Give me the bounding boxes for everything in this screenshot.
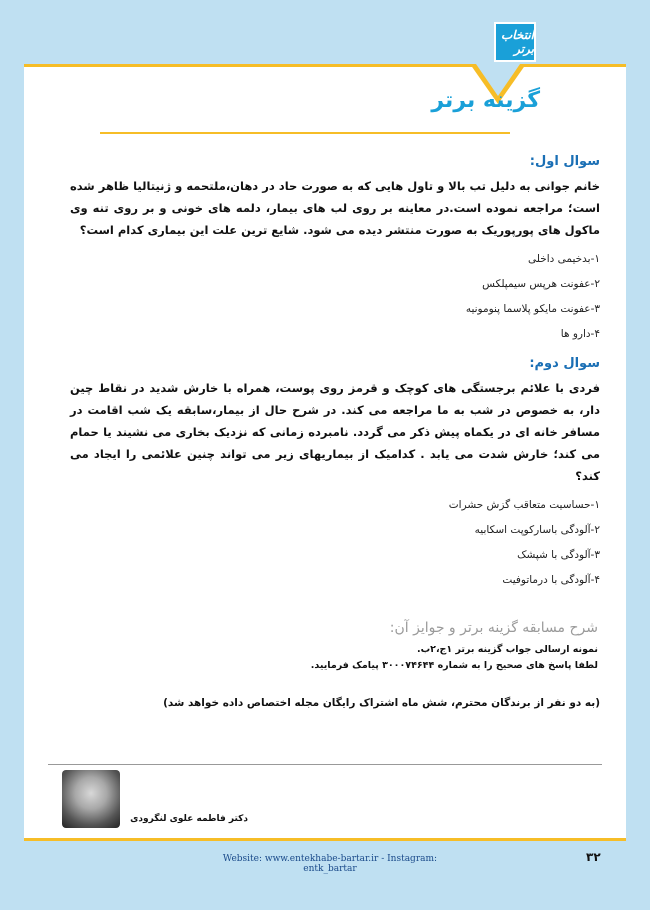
prize-sms-instruction: لطفا پاسخ های صحیح را به شماره ۳۰۰۰۷۴۶۴۴ پیامک فرمایید. xyxy=(310,660,598,671)
title-underline xyxy=(100,132,510,134)
question-1-option-2: ۲-عفونت هرپس سیمپلکس xyxy=(482,278,600,290)
question-2-option-4: ۴-آلودگی با درماتوفیت xyxy=(502,574,600,586)
bottom-accent-line xyxy=(24,838,626,841)
question-1-text: خانم جوانی به دلیل تب بالا و تاول هایی که به صورت حاد در دهان،ملتحمه و ژنیتالیا ظاهر شده است؛ مراجعه نموده است.در معاینه بر روی لب های بیمار، دلمه های خونی و بر روی تنه وی ماکول های پورپوریک به صورت منتشر دیده می شود. شایع ترین علت این بیماری کدام است؟ xyxy=(70,179,600,237)
magazine-logo xyxy=(494,22,536,62)
prize-sample-answer: نمونه ارسالی جواب گزینه برتر ۱ج،۲ب. xyxy=(416,644,598,655)
prize-award: (به دو نفر از برندگان محترم، شش ماه اشتراک رایگان مجله اختصاص داده خواهد شد) xyxy=(163,697,600,709)
question-1-option-3: ۳-عفونت مایکو پلاسما پنومونیه xyxy=(465,303,600,315)
question-1-title: سوال اول: xyxy=(529,154,600,169)
footer-website: Website: www.entekhabe-bartar.ir - Instagram: entk_bartar xyxy=(222,854,438,874)
question-2 xyxy=(70,356,600,593)
question-2-option-3: ۳-آلودگی با شپشک xyxy=(517,549,600,561)
question-2-option-1: ۱-حساسیت متعاقب گزش حشرات xyxy=(448,499,600,511)
section-title: گزینه برتر xyxy=(431,88,540,113)
prize-title: شرح مسابقه گزینه برتر و جوایز آن: xyxy=(389,620,598,636)
question-1-option-1: ۱-بدخیمی داخلی xyxy=(528,253,600,265)
logo-text: انتخاب برتر xyxy=(501,28,534,56)
page-number: ۳۲ xyxy=(586,850,601,864)
question-2-text: فردی با علائم برجستگی های کوچک و قرمز روی پوست، همراه با خارش شدید در نقاط چین دار، به خصوص در شب به ما مراجعه می کند. در شرح حال از بیمار،سابقه یک شب اقامت در مسافر خانه ای در یکماه پیش ذکر می گردد. نامبرده زمانی که نزدیک بخاری می نشیند یا حمام می کند؛ خارش شدت می یابد . کدامیک از بیماریهای زیر می تواند چنین علائمی را ایجاد می کند؟ xyxy=(70,381,600,483)
question-1 xyxy=(70,154,600,347)
author-name: دکتر فاطمه علوی لنگرودی xyxy=(130,814,248,824)
question-2-title: سوال دوم: xyxy=(529,356,600,371)
author-avatar xyxy=(62,770,120,828)
question-2-option-2: ۲-آلودگی باسارکوپت اسکابیه xyxy=(474,524,600,536)
footer-divider xyxy=(48,764,602,765)
header-accent-line xyxy=(24,64,626,67)
question-1-option-4: ۴-دارو ها xyxy=(560,328,600,340)
